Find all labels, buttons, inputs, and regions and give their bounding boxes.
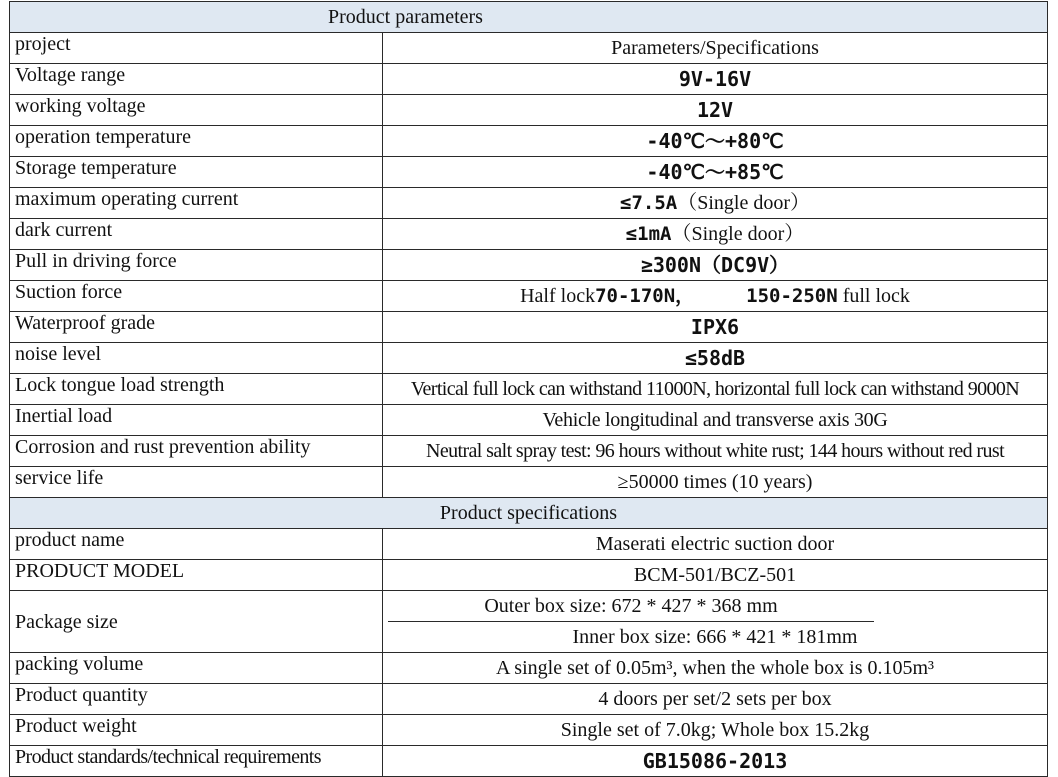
row-label: dark current: [10, 219, 383, 250]
value-pre: Half lock: [520, 285, 596, 307]
outer-box-size: Outer box size: 672 * 427 * 368 mm: [388, 591, 874, 622]
row-label: Lock tongue load strength: [10, 374, 383, 405]
row-value: ≥300N（DC9V）: [383, 250, 1048, 281]
row-value: ≥50000 times (10 years): [383, 467, 1048, 498]
row-label: Storage temperature: [10, 157, 383, 188]
row-label: Product quantity: [10, 684, 383, 715]
table-row: [10, 715, 1048, 746]
table-row: [10, 312, 1048, 343]
row-label: Product standards/technical requirements: [10, 746, 383, 777]
row-value: Maserati electric suction door: [383, 529, 1048, 560]
row-value: [383, 188, 1048, 219]
row-label: Product weight: [10, 715, 383, 746]
row-value: 9V-16V: [383, 64, 1048, 95]
spec-table: [9, 1, 1048, 777]
table-row: [10, 374, 1048, 405]
table-row: [10, 281, 1048, 312]
row-label: Package size: [10, 591, 383, 653]
section-header-row: [10, 2, 1048, 33]
row-label: PRODUCT MODEL: [10, 560, 383, 591]
row-value: Vehicle longitudinal and transverse axis 30G: [383, 405, 1048, 436]
table-row: [10, 591, 1048, 653]
inner-box-size: Inner box size: 666 * 421 * 181mm: [572, 626, 858, 648]
table-row: [10, 64, 1048, 95]
table-row: [10, 126, 1048, 157]
row-value: ≤58dB: [383, 343, 1048, 374]
row-label: working voltage: [10, 95, 383, 126]
row-value: BCM-501/BCZ-501: [383, 560, 1048, 591]
table-row: [10, 343, 1048, 374]
row-label: packing volume: [10, 653, 383, 684]
row-value: 12V: [383, 95, 1048, 126]
row-value: A single set of 0.05m³, when the whole box is 0.105m³: [383, 653, 1048, 684]
table-row: [10, 560, 1048, 591]
table-row: [10, 157, 1048, 188]
row-label: operation temperature: [10, 126, 383, 157]
table-row: [10, 95, 1048, 126]
row-label: Suction force: [10, 281, 383, 312]
table-row: [10, 250, 1048, 281]
table-row: [10, 219, 1048, 250]
table-row: [10, 33, 1048, 64]
row-value: GB15086-2013: [383, 746, 1048, 777]
table-row: [10, 405, 1048, 436]
value-note: （Single door）: [677, 192, 810, 214]
row-value: [383, 219, 1048, 250]
table-row: [10, 653, 1048, 684]
row-label: Voltage range: [10, 64, 383, 95]
table-row: [10, 684, 1048, 715]
row-label: Corrosion and rust prevention ability: [10, 436, 383, 467]
row-label: maximum operating current: [10, 188, 383, 219]
row-label: product name: [10, 529, 383, 560]
table-row: [10, 746, 1048, 777]
row-value: [383, 281, 1048, 312]
row-value: [383, 591, 1048, 653]
value-main: ≤7.5A: [620, 192, 678, 214]
value-note: （Single door）: [671, 223, 805, 245]
table-row: [10, 467, 1048, 498]
row-label: Pull in driving force: [10, 250, 383, 281]
row-value: Neutral salt spray test: 96 hours without white rust; 144 hours without red rust: [383, 436, 1048, 467]
value-main: ≤1mA: [625, 223, 672, 245]
section-title-parameters: Product parameters: [10, 2, 1048, 33]
table-row: [10, 529, 1048, 560]
row-value: -40℃～+80℃: [383, 126, 1048, 157]
section-title-specifications: Product specifications: [10, 498, 1048, 529]
row-label: service life: [10, 467, 383, 498]
column-header-specs: Parameters/Specifications: [383, 33, 1048, 64]
row-value: Vertical full lock can withstand 11000N, horizontal full lock can withstand 9000N: [383, 374, 1048, 405]
table-row: [10, 436, 1048, 467]
value-post: full lock: [837, 285, 910, 307]
section-header-row: [10, 498, 1048, 529]
value-a: 70-170N，: [595, 285, 695, 307]
table-row: [10, 188, 1048, 219]
value-b: 150-250N: [746, 285, 838, 307]
column-header-project: project: [10, 33, 383, 64]
row-value: Single set of 7.0kg; Whole box 15.2kg: [383, 715, 1048, 746]
row-value: IPX6: [383, 312, 1048, 343]
row-label: Inertial load: [10, 405, 383, 436]
row-value: -40℃～+85℃: [383, 157, 1048, 188]
row-value: 4 doors per set/2 sets per box: [383, 684, 1048, 715]
row-label: noise level: [10, 343, 383, 374]
row-label: Waterproof grade: [10, 312, 383, 343]
